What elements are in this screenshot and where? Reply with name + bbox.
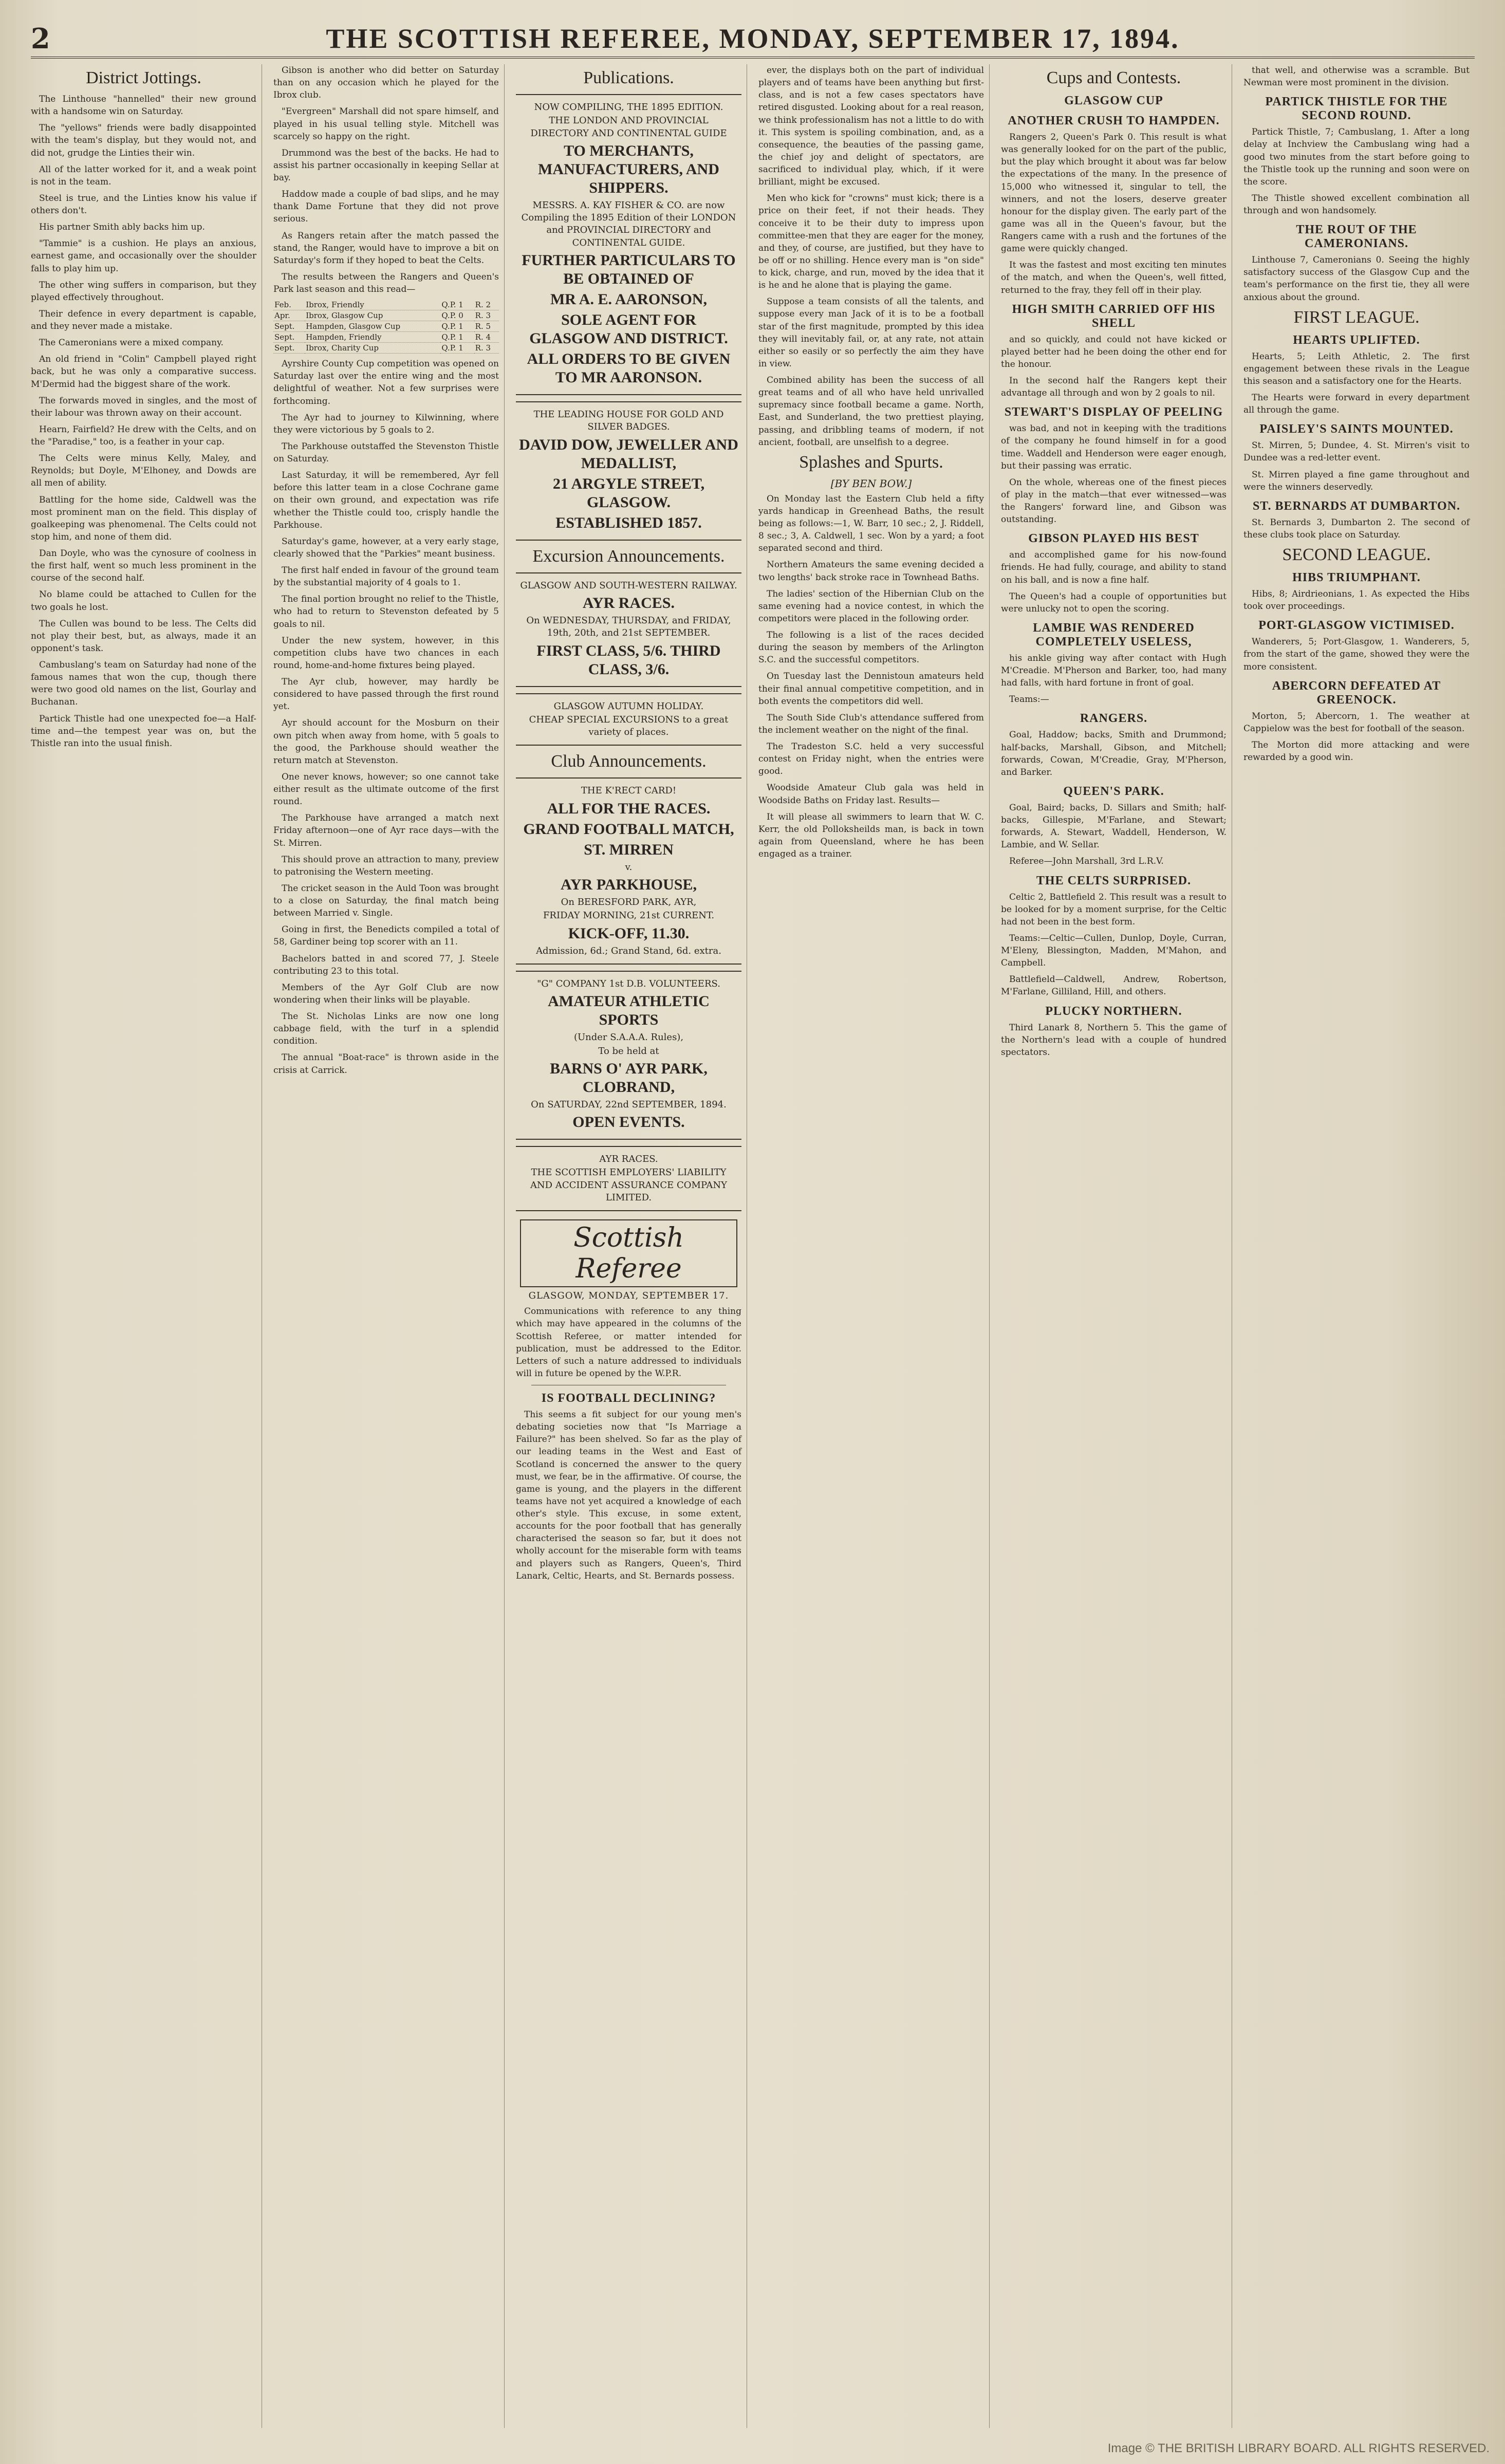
newspaper-title: THE SCOTTISH REFEREE, MONDAY, SEPTEMBER 17, 1894.: [326, 23, 1180, 54]
ad-title: AYR PARKHOUSE,: [560, 876, 697, 894]
ad-line: CHEAP SPECIAL EXCURSIONS to a great variety of places.: [529, 714, 729, 738]
columns: [31, 64, 1475, 2428]
paragraph: Drummond was the best of the backs. He had to assist his partner occasionally in keeping Sellar at bay.: [273, 147, 499, 183]
paragraph: As Rangers retain after the match passed the stand, the Ranger, would have to improve a bit on Saturday's form if they hoped to beat the Celts.: [273, 230, 499, 266]
ad-line: "G" COMPANY 1st D.B. VOLUNTEERS.: [537, 978, 720, 989]
paragraph: St. Bernards 3, Dumbarton 2. The second of these clubs took place on Saturday.: [1243, 517, 1470, 540]
queens-team: Goal, Baird; backs, D. Sillars and Smith; half-backs, Gillespie, M'Farlane, and Stewart; forwards, A. Stewart, Waddell, Henderson, W. Lambie, and W. Sellar.: [1001, 802, 1227, 850]
col6-body-7: [1243, 636, 1470, 673]
paragraph: The Queen's had a couple of opportunities but were unlucky not to open the scoring.: [1001, 591, 1227, 614]
subhead-queens-park: QUEEN'S PARK.: [1063, 784, 1164, 798]
paragraph: On Monday last the Eastern Club held a fifty yards handicap in Greenhead Baths, the result being as follows:—1, W. Barr, 10 sec.; 2, J. Riddell, 8 sec.; 3, A. Caldwell, 1 sec. Won by a yard; a foot separated second and third.: [758, 493, 984, 554]
paragraph: Wanderers, 5; Port-Glasgow, 1. Wanderers, 5, from the start of the game, showed they were the more consistent.: [1243, 637, 1470, 672]
col6-intro: [1243, 64, 1470, 89]
subhead-hearts: HEARTS UPLIFTED.: [1293, 333, 1420, 347]
subhead-5: LAMBIE WAS RENDERED COMPLETELY USELESS,: [1033, 621, 1195, 649]
paragraph: Hibs, 8; Airdrieonians, 1. As expected the Hibs took over proceedings.: [1243, 589, 1470, 612]
table-row: [273, 310, 499, 321]
headline-excursions: Excursion Announcements.: [532, 546, 725, 566]
table-cell: Feb.: [273, 300, 305, 310]
paragraph: Men who kick for "crowns" must kick; there is a price on their feet, if not their heads. They conceive it to be their duty to impress upon committee-men that they are eager for the money, and they, of course, are justified, but they have to be off or no shilling. Hence every man is "on side" to kick, charge, and run, moved by the idea that it is he and he alone that is playing the game.: [758, 193, 984, 291]
subhead-cameronians: THE ROUT OF THE CAMERONIANS.: [1296, 223, 1417, 251]
editorial-note: [516, 1305, 741, 1380]
ad-line: FRIDAY MORNING, 21st CURRENT.: [543, 910, 715, 921]
paragraph: Ayrshire County Cup competition was opened on Saturday last over the entire wing and the most delightful of weather. Not a few surprises were forthcoming.: [273, 359, 499, 406]
paragraph: Suppose a team consists of all the talents, and suppose every man Jack of it is to be a football star of the first magnitude, prompted by this idea they will inevitably fail, or, at any rate, not attain either so easily or so perfectly the aim they have in view.: [758, 297, 984, 369]
table-cell: Sept.: [273, 332, 305, 343]
ad-title: AYR RACES.: [583, 594, 675, 612]
ad-title: AMATEUR ATHLETIC SPORTS: [548, 993, 710, 1029]
masthead: [31, 21, 1475, 59]
paragraph: The Celts were minus Kelly, Maley, and Reynolds; but Doyle, M'Elhoney, and Dowds are all men of ability.: [31, 453, 256, 489]
paragraph: Teams:—Celtic—Cullen, Dunlop, Doyle, Curran, M'Eleny, Blessington, Madden, M'Mahon, and Campbell.: [1001, 933, 1227, 969]
table-row: [273, 332, 499, 343]
paragraph: Last Saturday, it will be remembered, Ayr fell before this latter team in a close Cochrane game on their own ground, and expectation was rife whether the Thistle could too, crisply handle the Parkhouse.: [273, 470, 499, 530]
col2-body: [273, 64, 499, 295]
section-body-2: [1001, 334, 1227, 400]
paragraph: Haddow made a couple of bad slips, and he may thank Dame Fortune that they did not prove serious.: [273, 189, 499, 225]
column-1: [31, 64, 262, 2428]
col6-body-1: [1243, 126, 1470, 217]
paragraph: The other wing suffers in comparison, but they played effectively throughout.: [31, 280, 256, 303]
ad-line: To be held at: [598, 1045, 659, 1057]
paragraph: The final portion brought no relief to the Thistle, who had to return to Stevenston defeated by 5 goals to nil.: [273, 594, 499, 629]
headline-second-league: SECOND LEAGUE.: [1282, 545, 1431, 564]
col6-body-6: [1243, 588, 1470, 613]
table-cell: Apr.: [273, 310, 305, 321]
column-4: [758, 64, 990, 2428]
paragraph: Ayr should account for the Mosburn on their own pitch when away from home, with 5 goals to the good, the Parkhouse should weather the return match at Stevenston.: [273, 718, 499, 766]
paper-nameplate: Scottish Referee: [520, 1219, 737, 1287]
subhead-port-glasgow: PORT-GLASGOW VICTIMISED.: [1258, 619, 1455, 633]
col1-body: [31, 93, 256, 750]
table-cell: Q.P. 1: [440, 332, 474, 343]
paragraph: Partick Thistle, 7; Cambuslang, 1. After a long delay at Inchview the Cambuslang wing had a good two minutes from the start before going to the Thistle took up the running and soon were on the score.: [1243, 127, 1470, 187]
section-body-5: [1001, 652, 1227, 706]
paragraph: The following is a list of the races decided during the season by members of the Arlington S.C. and the successful competitors.: [758, 630, 984, 665]
paragraph: Saturday's game, however, at a very early stage, clearly showed that the "Parkies" meant business.: [273, 536, 499, 559]
paragraph: Communications with reference to any thing which may have appeared in the columns of the Scottish Referee, or matter intended for publication, must be addressed to the Editor. Letters of such a nature addressed to individuals will in future be opened by the W.P.R.: [516, 1306, 741, 1379]
paragraph: Hearn, Fairfield? He drew with the Celts, and on the "Paradise," too, is a feather in your cap.: [31, 424, 256, 447]
paragraph: Morton, 5; Abercorn, 1. The weather at Cappielow was the best for football of the season.: [1243, 711, 1470, 734]
table-cell: Q.P. 0: [440, 310, 474, 321]
rangers-team: Goal, Haddow; backs, Smith and Drummond; half-backs, Marshall, Gibson, and Mitchell; forwards, Cowan, M'Creadie, Gray, M'Pherson, and Barker.: [1001, 730, 1227, 777]
paragraph: was bad, and not in keeping with the traditions of the company he found himself in for a good time. Waddell and Henderson were eager enough, but their passing was erratic.: [1001, 423, 1227, 471]
paragraph: The forwards moved in singles, and the most of their labour was thrown away on their account.: [31, 395, 256, 418]
ad-line: On SATURDAY, 22nd SEPTEMBER, 1894.: [531, 1099, 727, 1110]
paragraph: One never knows, however; so one cannot take either result as the ultimate outcome of the first round.: [273, 771, 499, 807]
subhead-3: STEWART'S DISPLAY OF PEELING: [1004, 405, 1223, 419]
section-body-1: [1001, 131, 1227, 297]
paragraph: Rangers 2, Queen's Park 0. This result is what was generally looked for on the part of the public, but the play which brought it about was far below the expectations of the many. In the presence of 15,000 who witnessed it, singular to tell, the winners, and not the losers, deserve greater honour for the display given. The early part of the game was all in the Queen's favour, but the Rangers came with a rush and the fortunes of the game were quickly changed.: [1001, 132, 1227, 254]
paragraph: It was the fastest and most exciting ten minutes of the match, and when the Queen's, well fitted, returned to the fray, they fell off in their play.: [1001, 260, 1227, 295]
match-ad: [516, 777, 741, 964]
paragraph: The Cullen was bound to be less. The Celts did not play their best, but, as always, made it an opponent's task.: [31, 618, 256, 654]
paragraph: The ladies' section of the Hibernian Club on the same evening had a novice contest, in which the competitors were placed in the following order.: [758, 588, 984, 624]
headline-club-announcements: Club Announcements.: [551, 752, 707, 771]
paragraph: and so quickly, and could not have kicked or played better had he been doing the other end for the honour.: [1001, 334, 1227, 369]
ad-title: ST. MIRREN: [584, 841, 674, 858]
ad-line: v.: [625, 861, 633, 873]
table-cell: Sept.: [273, 343, 305, 354]
declining-body: [516, 1409, 741, 1582]
paragraph: Dan Doyle, who was the cynosure of coolness in the first half, went so much less prominent in the course of the second half.: [31, 548, 256, 584]
ad-line: THE LONDON AND PROVINCIAL DIRECTORY AND CONTINENTAL GUIDE: [530, 115, 727, 139]
paragraph: Partick Thistle had one unexpected foe—a Half-time and—the tempest year was on, but the Thistle ran into the usual finish.: [31, 713, 256, 749]
ad-title: TO MERCHANTS, MANUFACTURERS, AND SHIPPERS.: [538, 142, 719, 196]
paragraph: The first half ended in favour of the ground team by the substantial majority of 4 goals to 1.: [273, 565, 499, 588]
column-2: [273, 64, 505, 2428]
table-cell: R. 4: [474, 332, 499, 343]
sports-ad: [516, 971, 741, 1140]
paragraph: No blame could be attached to Cullen for the two goals he lost.: [31, 589, 256, 613]
paragraph: This seems a fit subject for our young men's debating societies now that "Is Marriage a Failure?" has been shelved. So far as the play of our leading teams in the West and East of Scotland is concerned the answer to the query must, we fear, be in the affirmative. Of course, the game is young, and the players in the different teams have not yet acquired a knowledge of each other's style. This excuse, in some extent, accounts for the poor football that has generally characterised the season so far, but it does not wholly account for the miserable form with teams and players such as Rangers, Queen's, Third Lanark, Celtic, Hearts, and St. Bernards possess.: [516, 1410, 741, 1581]
col6-body-3: [1243, 350, 1470, 417]
paragraph: The cricket season in the Auld Toon was brought to a close on Saturday, the final match being between Married v. Single.: [273, 883, 499, 919]
ad-line: MESSRS. A. KAY FISHER & CO. are now Compiling the 1895 Edition of their LONDON and PROVINCIAL DIRECTORY and CONTINENTAL GUIDE.: [521, 199, 736, 248]
subhead-st-bernards: ST. BERNARDS AT DUMBARTON.: [1252, 499, 1461, 513]
paragraph: Going in first, the Benedicts compiled a total of 58, Gardiner being top scorer with an 11.: [273, 924, 499, 948]
headline-splashes: Splashes and Spurts.: [799, 452, 943, 472]
ad-line: (Under S.A.A.A. Rules),: [573, 1032, 684, 1043]
table-cell: R. 5: [474, 321, 499, 332]
table-cell: Sept.: [273, 321, 305, 332]
ad-title: ESTABLISHED 1857.: [555, 514, 702, 531]
paragraph: On Tuesday last the Dennistoun amateurs held their final annual competitive competition, and in both events the competitors did well.: [758, 671, 984, 707]
subhead-7: PLUCKY NORTHERN.: [1045, 1004, 1182, 1018]
ad-title: ALL FOR THE RACES.: [547, 800, 711, 817]
subhead-paisley: PAISLEY'S SAINTS MOUNTED.: [1259, 422, 1454, 436]
paragraph: Battling for the home side, Caldwell was the most prominent man on the field. This display of goalkeeping was phenomenal. The Celts could not stop him, and none of them did.: [31, 494, 256, 542]
subhead-glasgow-cup: GLASGOW CUP: [1064, 94, 1163, 107]
headline-cups: Cups and Contests.: [1046, 68, 1181, 87]
ad-line: GLASGOW AUTUMN HOLIDAY.: [553, 700, 704, 712]
paragraph: Their defence in every department is capable, and they never made a mistake.: [31, 308, 256, 331]
referee-line: Referee—John Marshall, 3rd L.R.V.: [1009, 856, 1164, 867]
col4-body: [758, 64, 984, 449]
paragraph: Gibson is another who did better on Saturday than on any occasion which he played for the Ibrox club.: [273, 65, 499, 101]
ad-title: GRAND FOOTBALL MATCH,: [523, 820, 734, 838]
subhead-4: GIBSON PLAYED HIS BEST: [1028, 532, 1199, 546]
subhead-2: HIGH SMITH CARRIED OFF HIS SHELL: [1012, 302, 1216, 330]
table-cell: Hampden, Friendly: [305, 332, 440, 343]
ad-line: THE LEADING HOUSE FOR GOLD AND SILVER BADGES.: [533, 409, 724, 433]
subhead-hibs: HIBS TRIUMPHANT.: [1292, 571, 1421, 584]
ad-line: THE SCOTTISH EMPLOYERS' LIABILITY AND ACCIDENT ASSURANCE COMPANY LIMITED.: [530, 1167, 728, 1203]
paragraph: All of the latter worked for it, and a weak point is not in the team.: [31, 164, 256, 187]
ad-line: AYR RACES.: [599, 1154, 658, 1165]
results-table: [273, 300, 499, 354]
paragraph: Members of the Ayr Golf Club are now wondering when their links will be playable.: [273, 982, 499, 1005]
table-cell: R. 2: [474, 300, 499, 310]
paragraph: The Tradeston S.C. held a very successful contest on Friday night, when the entries were good.: [758, 742, 984, 777]
paragraph: Celtic 2, Battlefield 2. This result was a result to be looked for by a moment surprise, for the Celtic had not been in the best form.: [1001, 892, 1227, 927]
ad-title: BARNS O' AYR PARK, CLOBRAND,: [550, 1060, 708, 1096]
paragraph: St. Mirren played a fine game throughout and were the winners deservedly.: [1243, 469, 1470, 492]
holiday-ad: [516, 693, 741, 746]
table-cell: Ibrox, Friendly: [305, 300, 440, 310]
ad-line: NOW COMPILING, THE 1895 EDITION.: [534, 102, 723, 113]
ad-title: 21 ARGYLE STREET, GLASGOW.: [552, 475, 705, 511]
section-body-7: [1001, 1022, 1227, 1059]
ad-line: On WEDNESDAY, THURSDAY, and FRIDAY, 19th, 20th, and 21st SEPTEMBER.: [526, 615, 731, 639]
paragraph: St. Mirren, 5; Dundee, 4. St. Mirren's visit to Dundee was a red-letter event.: [1243, 440, 1470, 464]
col6-body-5: [1243, 516, 1470, 541]
paragraph: It will please all swimmers to learn that W. C. Kerr, the old Polloksheilds man, is back in town again from Queensland, where he has been engaged as a trainer.: [758, 811, 984, 859]
paragraph: The Linthouse "hannelled" their new ground with a handsome win on Saturday.: [31, 94, 256, 117]
ad-title: SOLE AGENT FOR GLASGOW AND DISTRICT.: [529, 311, 728, 347]
paragraph: Third Lanark 8, Northern 5. This the game of the Northern's lead with a couple of hundred spectators.: [1001, 1022, 1227, 1058]
section-body-4: [1001, 549, 1227, 615]
column-6: [1243, 64, 1475, 2428]
ad-title: ALL ORDERS TO BE GIVEN TO MR AARONSON.: [527, 350, 731, 386]
paragraph: Under the new system, however, in this competition clubs have two chances in each round, home-and-home fixtures being played.: [273, 635, 499, 671]
subhead-rangers: RANGERS.: [1080, 712, 1148, 726]
paragraph: Teams:—: [1009, 694, 1049, 705]
table-cell: Q.P. 1: [440, 321, 474, 332]
results-body: [273, 300, 499, 354]
ad-line: Admission, 6d.; Grand Stand, 6d. extra.: [536, 945, 721, 956]
paragraph: The Parkhouse outstaffed the Stevenston Thistle on Saturday.: [273, 441, 499, 464]
paragraph: Combined ability has been the success of all great teams and of all who have held unrivalled supremacy since football became a game. North, East, and Sunderland, the two prettiest playing, passing, and dribbling teams of modern, if not ancient, football, are unselfish to a degree.: [758, 375, 984, 448]
paragraph: Hearts, 5; Leith Athletic, 2. The first engagement between these rivals in the League this season and a satisfactory one for the Hearts.: [1243, 351, 1470, 386]
paragraph: Battlefield—Caldwell, Andrew, Robertson, M'Farlane, Gilliland, Hill, and others.: [1001, 974, 1227, 997]
railway-ad: [516, 572, 741, 687]
subhead-partick: PARTICK THISTLE FOR THE SECOND ROUND.: [1265, 95, 1448, 123]
jeweller-ad: [516, 401, 741, 541]
headline-football-declining: IS FOOTBALL DECLINING?: [541, 1392, 716, 1405]
table-cell: Q.P. 1: [440, 300, 474, 310]
paragraph: The Ayr had to journey to Kilwinning, where they were victorious by 5 goals to 2.: [273, 412, 499, 435]
subhead-abercorn: ABERCORN DEFEATED AT GREENOCK.: [1272, 679, 1441, 707]
byline: [BY BEN BOW.]: [830, 477, 912, 490]
headline-district-jottings: District Jottings.: [86, 68, 201, 87]
paragraph: The South Side Club's attendance suffered from the inclement weather on the night of the final.: [758, 712, 984, 735]
col6-body-4: [1243, 439, 1470, 493]
paragraph: The Hearts were forward in every department all through the game.: [1243, 393, 1470, 416]
col4-body-2: [758, 493, 984, 860]
paragraph: Linthouse 7, Cameronians 0. Seeing the highly satisfactory success of the Glasgow Cup and the team's performance on the first tie, they all were anxious about the ground.: [1243, 255, 1470, 303]
paragraph: that well, and otherwise was a scramble. But Newman were most prominent in the division.: [1243, 65, 1470, 88]
table-row: [273, 343, 499, 354]
paragraph: The Parkhouse have arranged a match next Friday afternoon—one of Ayr race days—with the St. Mirren.: [273, 813, 499, 848]
column-5: [1001, 64, 1232, 2428]
headline-publications: Publications.: [583, 68, 674, 87]
subhead-6: THE CELTS SURPRISED.: [1036, 874, 1192, 887]
paragraph: Northern Amateurs the same evening decided a two lengths' back stroke race in Townhead Baths.: [758, 560, 984, 583]
ad-title: OPEN EVENTS.: [572, 1114, 685, 1131]
column-3: [516, 64, 747, 2428]
ad-title: FURTHER PARTICULARS TO BE OBTAINED OF: [522, 252, 736, 288]
ad-line: GLASGOW AND SOUTH-WESTERN RAILWAY.: [520, 580, 737, 591]
paragraph: Woodside Amateur Club gala was held in Woodside Baths on Friday last. Results—: [758, 783, 984, 806]
paragraph: ever, the displays both on the part of individual players and of teams have been anything but first-class, and is not a few cases spectators have retired disgusted. Looking about for a real reason, we think professionalism has not a little to do with it. This system is spoiling combination, and, as a consequence, the beauties of the passing game, the chief joy and delight of spectators, are sacrificed to individual play, which, if it were brilliant, might be excused.: [758, 65, 984, 188]
section-body-3: [1001, 422, 1227, 526]
headline-first-league: FIRST LEAGUE.: [1293, 307, 1420, 327]
paragraph: This should prove an attraction to many, preview to patronising the Western meeting.: [273, 854, 499, 877]
col6-body-2: [1243, 254, 1470, 304]
table-cell: Ibrox, Charity Cup: [305, 343, 440, 354]
paragraph: The Thistle showed excellent combination all through and won handsomely.: [1243, 193, 1470, 216]
paper-dateline: GLASGOW, MONDAY, SEPTEMBER 17.: [528, 1290, 729, 1302]
table-cell: R. 3: [474, 343, 499, 354]
section-body-6: [1001, 891, 1227, 998]
paragraph: Cambuslang's team on Saturday had none of the famous names that won the cup, though there were two good old names on the list, Gourlay and Buchanan.: [31, 660, 256, 708]
paragraph: Steel is true, and the Linties know his value if others don't.: [31, 193, 256, 216]
paragraph: The "yellows" friends were badly disappointed with the team's display, but they would not, and did not, grudge the Linties their win.: [31, 123, 256, 158]
ad-line: THE K'RECT CARD!: [581, 785, 677, 796]
ad-title: KICK-OFF, 11.30.: [568, 924, 690, 942]
ad-line: On BERESFORD PARK, AYR,: [561, 897, 697, 908]
paragraph: The Cameronians were a mixed company.: [39, 338, 224, 348]
paragraph: On the whole, whereas one of the finest pieces of play in the match—that ever witnessed—was the Rangers' forward line, and Gibson was outstanding.: [1001, 477, 1227, 525]
table-cell: Ibrox, Glasgow Cup: [305, 310, 440, 321]
ad-title: MR A. E. AARONSON,: [550, 291, 708, 308]
table-cell: Hampden, Glasgow Cup: [305, 321, 440, 332]
ad-title: FIRST CLASS, 5/6. THIRD CLASS, 3/6.: [536, 642, 721, 678]
paragraph: His partner Smith ably backs him up.: [39, 222, 205, 233]
table-row: [273, 300, 499, 310]
paragraph: The St. Nicholas Links are now one long cabbage field, with the turf in a splendid condition.: [273, 1011, 499, 1047]
directory-ad: [516, 94, 741, 395]
insurance-ad: [516, 1146, 741, 1211]
paragraph: The results between the Rangers and Queen's Park last season and this read—: [273, 271, 499, 294]
subhead-1: ANOTHER CRUSH TO HAMPDEN.: [1008, 114, 1220, 127]
page-number: 2: [31, 22, 50, 55]
table-cell: Q.P. 1: [440, 343, 474, 354]
paragraph: "Evergreen" Marshall did not spare himself, and played in his usual telling style. Mitchell was scarcely so happy on the right.: [273, 106, 499, 142]
copyright-footer: Image © THE BRITISH LIBRARY BOARD. ALL RIGHTS RESERVED.: [1107, 2441, 1490, 2455]
paragraph: "Tammie" is a cushion. He plays an anxious, earnest game, and occasionally over the shoulder falls to play him up.: [31, 238, 256, 274]
col2-body-2: [273, 358, 499, 1077]
ad-title: DAVID DOW, JEWELLER AND MEDALLIST,: [519, 436, 738, 472]
paragraph: The annual "Boat-race" is thrown aside in the crisis at Carrick.: [273, 1052, 499, 1076]
col6-body-8: [1243, 710, 1470, 764]
paragraph: An old friend in "Colin" Campbell played right back, but he was only a comparative success. M'Dermid had the biggest share of the work.: [31, 354, 256, 390]
table-row: [273, 321, 499, 332]
paragraph: his ankle giving way after contact with Hugh M'Creadie. M'Pherson and Barker, too, had many had falls, with hard fortune in front of goal.: [1001, 653, 1227, 689]
paragraph: The Ayr club, however, may hardly be considered to have passed through the first round yet.: [273, 677, 499, 712]
paragraph: Bachelors batted in and scored 77, J. Steele contributing 23 to this total.: [273, 953, 499, 976]
paragraph: In the second half the Rangers kept their advantage all through and won by 2 goals to nil.: [1001, 376, 1227, 399]
paragraph: The Morton did more attacking and were rewarded by a good win.: [1243, 739, 1470, 763]
table-cell: R. 3: [474, 310, 499, 321]
paragraph: and accomplished game for his now-found friends. He had fully, courage, and ability to stand on his ball, and is now a fine half.: [1001, 550, 1227, 585]
